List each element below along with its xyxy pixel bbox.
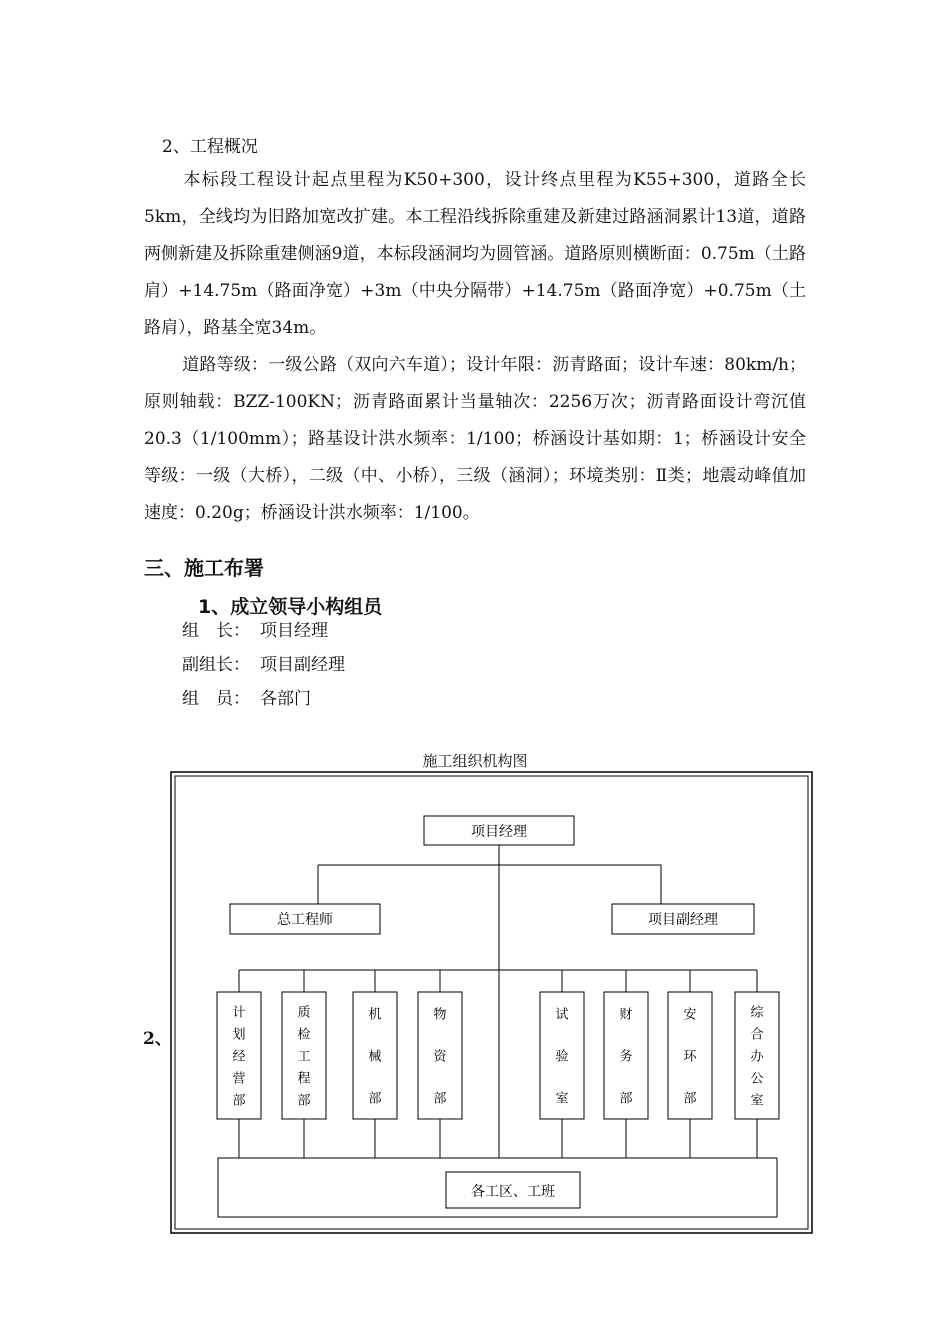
member-value: 各部门 xyxy=(260,689,311,709)
subsection-heading: 1、成立领导小构组员 xyxy=(198,596,383,618)
paragraph-standards-text: 道路等级：一级公路（双向六车道）；设计年限：沥青路面；设计车速：80km/h；原则轴载：BZZ-100KN；沥青路面累计当量轴次：2256万次；沥青路面设计弯沉值20.3（1/100mm）；路基设计洪水频率：1/100；桥涵设计基如期：1；桥涵设计安全等级：一级（大桥），二级（中、小桥），三级（涵洞）；环境类别：Ⅱ类；地震动峰值加速度：0.20g；桥涵设计洪水频率：1/100。 xyxy=(144,355,806,523)
member-value: 项目经理 xyxy=(260,621,328,641)
org-box-department-label: 试验室 xyxy=(555,1007,569,1107)
member-label: 组 员： xyxy=(182,689,250,709)
org-box-label: 项目副经理 xyxy=(648,912,718,928)
org-departments xyxy=(217,992,779,1119)
member-value: 项目副经理 xyxy=(260,655,345,675)
org-chart-title: 施工组织机构图 xyxy=(422,752,528,770)
org-box-deputy-manager xyxy=(612,904,754,934)
org-box-department-label: 综合办公室 xyxy=(750,1005,764,1109)
org-box-label: 项目经理 xyxy=(471,824,527,840)
org-box-department-label: 安环部 xyxy=(683,1007,697,1107)
org-box-work-areas xyxy=(218,1158,777,1217)
org-box-department-label: 机械部 xyxy=(368,1007,382,1107)
org-box-department xyxy=(668,992,712,1119)
member-label: 副组长： xyxy=(182,655,250,675)
org-box-department-label: 财务部 xyxy=(619,1007,633,1107)
org-box-chief-engineer xyxy=(230,904,380,934)
section-3-heading: 三、施工布署 xyxy=(144,556,264,580)
org-box-department xyxy=(540,992,584,1119)
org-box-department xyxy=(604,992,648,1119)
org-box-department xyxy=(217,992,261,1119)
member-label: 组 长： xyxy=(182,621,250,641)
org-box-department xyxy=(418,992,462,1119)
org-box-department xyxy=(282,992,326,1119)
org-box-label: 总工程师 xyxy=(277,912,333,928)
org-box-department xyxy=(353,992,397,1119)
section-2-heading: 2、工程概况 xyxy=(162,137,258,157)
org-box-department-label: 计划经营部 xyxy=(232,1005,246,1109)
org-box-department xyxy=(735,992,779,1119)
org-box-project-manager xyxy=(424,816,574,845)
org-box-department-label: 质检工程部 xyxy=(297,1005,311,1109)
paragraph-overview-text: 本标段工程设计起点里程为K50+300，设计终点里程为K55+300，道路全长5km，全线均为旧路加宽改扩建。本工程沿线拆除重建及新建过路涵洞累计13道，道路两侧新建及拆除重建侧涵9道，本标段涵洞均为圆管涵。道路原则横断面：0.75m（土路肩）+14.75m（路面净宽）+3m（中央分隔带）+14.75m（路面净宽）+0.75m（土路肩），路基全宽34m。 xyxy=(144,170,806,338)
org-box-department-label: 物资部 xyxy=(433,1007,447,1107)
side-number: 2、 xyxy=(143,1029,172,1049)
org-box-label: 各工区、工班 xyxy=(471,1184,555,1200)
